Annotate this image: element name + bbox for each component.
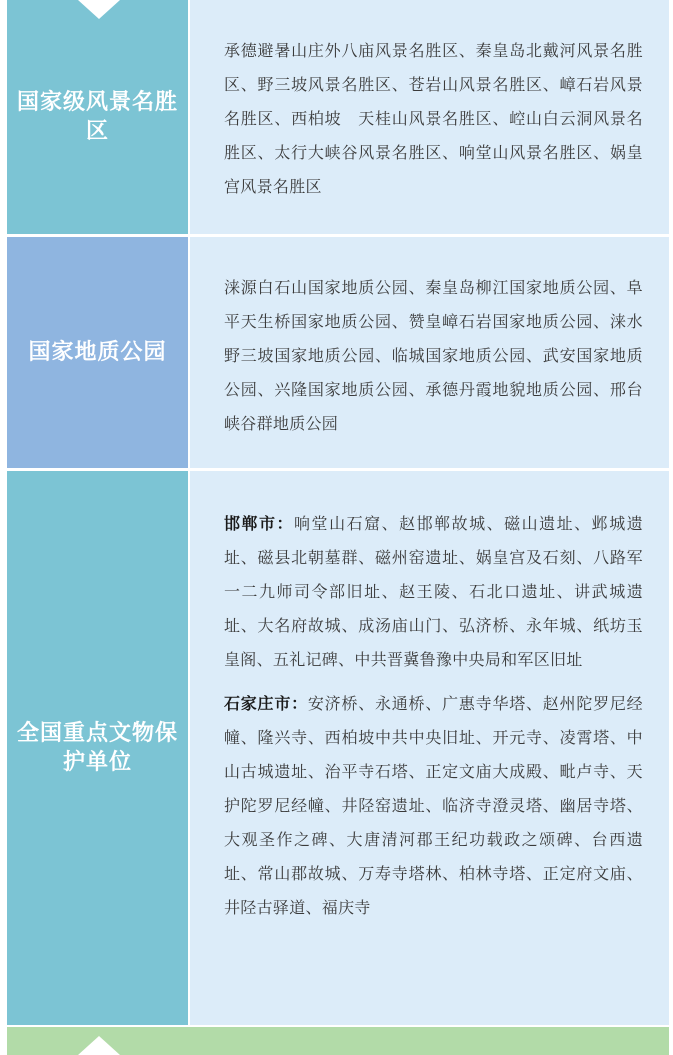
row-label-scenic-areas: 国家级风景名胜区	[7, 0, 188, 234]
bottom-section-bar	[7, 1027, 669, 1055]
city-block-handan	[224, 507, 643, 677]
city-name-shijiazhuang: 石家庄市：	[224, 694, 308, 713]
bottom-tab-decoration	[78, 1036, 120, 1055]
row-label-cultural-relics: 全国重点文物保护单位	[7, 471, 188, 1025]
top-notch-decoration	[78, 0, 120, 19]
city-name-handan: 邯郸市：	[224, 514, 295, 533]
row-content-scenic-areas: 承德避暑山庄外八庙风景名胜区、秦皇岛北戴河风景名胜区、野三坡风景名胜区、苍岩山风景名胜区、嶂石岩风景名胜区、西柏坡 天桂山风景名胜区、崆山白云洞风景名胜区、太行大峡谷风景名胜区、响堂山风景名胜区、娲皇宫风景名胜区	[190, 0, 669, 234]
row-content-cultural-relics	[190, 471, 669, 1025]
table-row-geoparks	[7, 237, 669, 468]
table-row-scenic-areas	[7, 0, 669, 234]
heritage-table	[7, 0, 669, 1025]
city-text-shijiazhuang: 安济桥、永通桥、广惠寺华塔、赵州陀罗尼经幢、隆兴寺、西柏坡中共中央旧址、开元寺、凌霄塔、中山古城遗址、治平寺石塔、正定文庙大成殿、毗卢寺、天护陀罗尼经幢、井陉窑遗址、临济寺澄灵塔、幽居寺塔、大观圣作之碑、大唐清河郡王纪功载政之颂碑、台西遗址、常山郡故城、万寿寺塔林、柏林寺塔、正定府文庙、井陉古驿道、福庆寺	[224, 694, 643, 917]
row-label-geoparks: 国家地质公园	[7, 237, 188, 468]
city-text-handan: 响堂山石窟、赵邯郸故城、磁山遗址、邺城遗址、磁县北朝墓群、磁州窑遗址、娲皇宫及石刻、八路军一二九师司令部旧址、赵王陵、石北口遗址、讲武城遗址、大名府故城、成汤庙山门、弘济桥、永年城、纸坊玉皇阁、五礼记碑、中共晋冀鲁豫中央局和军区旧址	[224, 514, 643, 669]
city-block-shijiazhuang	[224, 687, 643, 925]
table-row-cultural-relics	[7, 471, 669, 1025]
row-content-geoparks: 涞源白石山国家地质公园、秦皇岛柳江国家地质公园、阜平天生桥国家地质公园、赞皇嶂石岩国家地质公园、涞水野三坡国家地质公园、临城国家地质公园、武安国家地质公园、兴隆国家地质公园、承德丹霞地貌地质公园、邢台峡谷群地质公园	[190, 237, 669, 468]
